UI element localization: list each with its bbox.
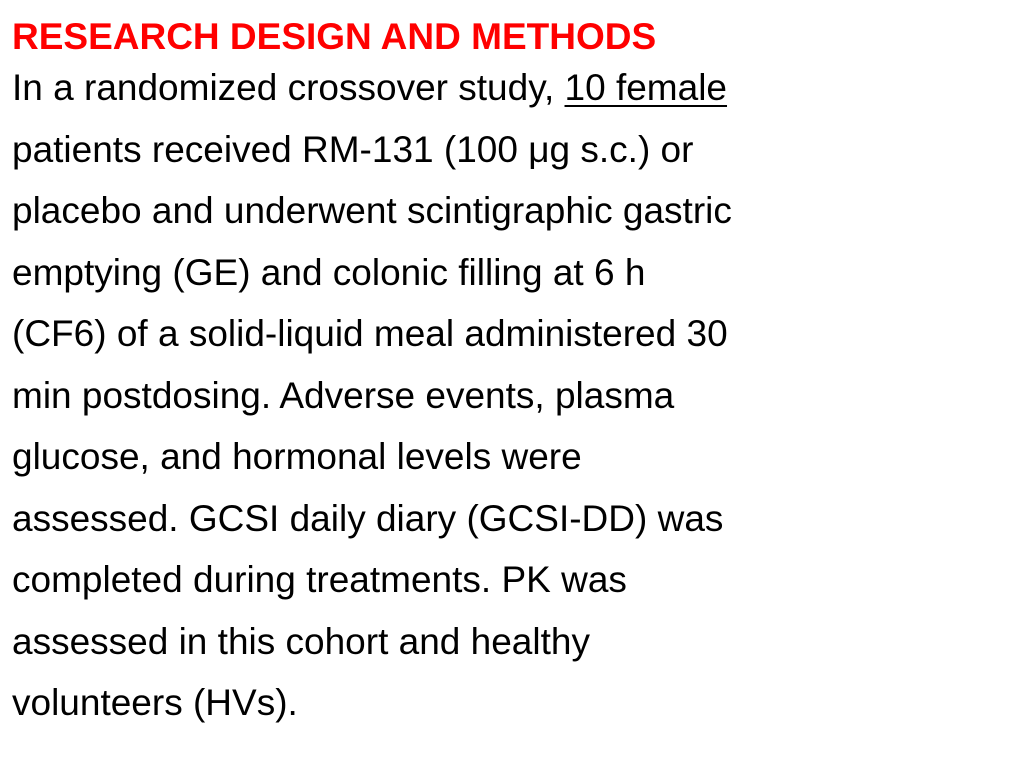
underlined-sample-size: 10 female — [564, 67, 728, 108]
paragraph-line-2: patients received RM-131 (100 μg s.c.) or — [12, 128, 694, 170]
paragraph-line-6: min postdosing. Adverse events, plasma — [12, 374, 675, 416]
paragraph-line-5: (CF6) of a solid-liquid meal administered 30 — [12, 313, 728, 354]
paragraph-line-9: completed during treatments. PK was — [12, 559, 627, 600]
paragraph-line-7: glucose, and hormonal levels were — [12, 436, 582, 477]
methods-paragraph — [12, 57, 1016, 734]
paragraph-line-4: emptying (GE) and colonic filling at 6 h — [12, 251, 646, 293]
paragraph-line-8: assessed. GCSI daily diary (GCSI-DD) was — [12, 497, 724, 539]
slide — [12, 14, 1016, 734]
paragraph-line-10: assessed in this cohort and healthy — [12, 620, 590, 662]
paragraph-line-3: placebo and underwent scintigraphic gastric — [12, 190, 732, 231]
paragraph-line-11: volunteers (HVs). — [12, 682, 298, 723]
line-1-text: In a randomized crossover study, — [12, 67, 565, 108]
paragraph-line-1 — [12, 57, 1016, 119]
section-heading: RESEARCH DESIGN AND METHODS — [12, 16, 657, 57]
